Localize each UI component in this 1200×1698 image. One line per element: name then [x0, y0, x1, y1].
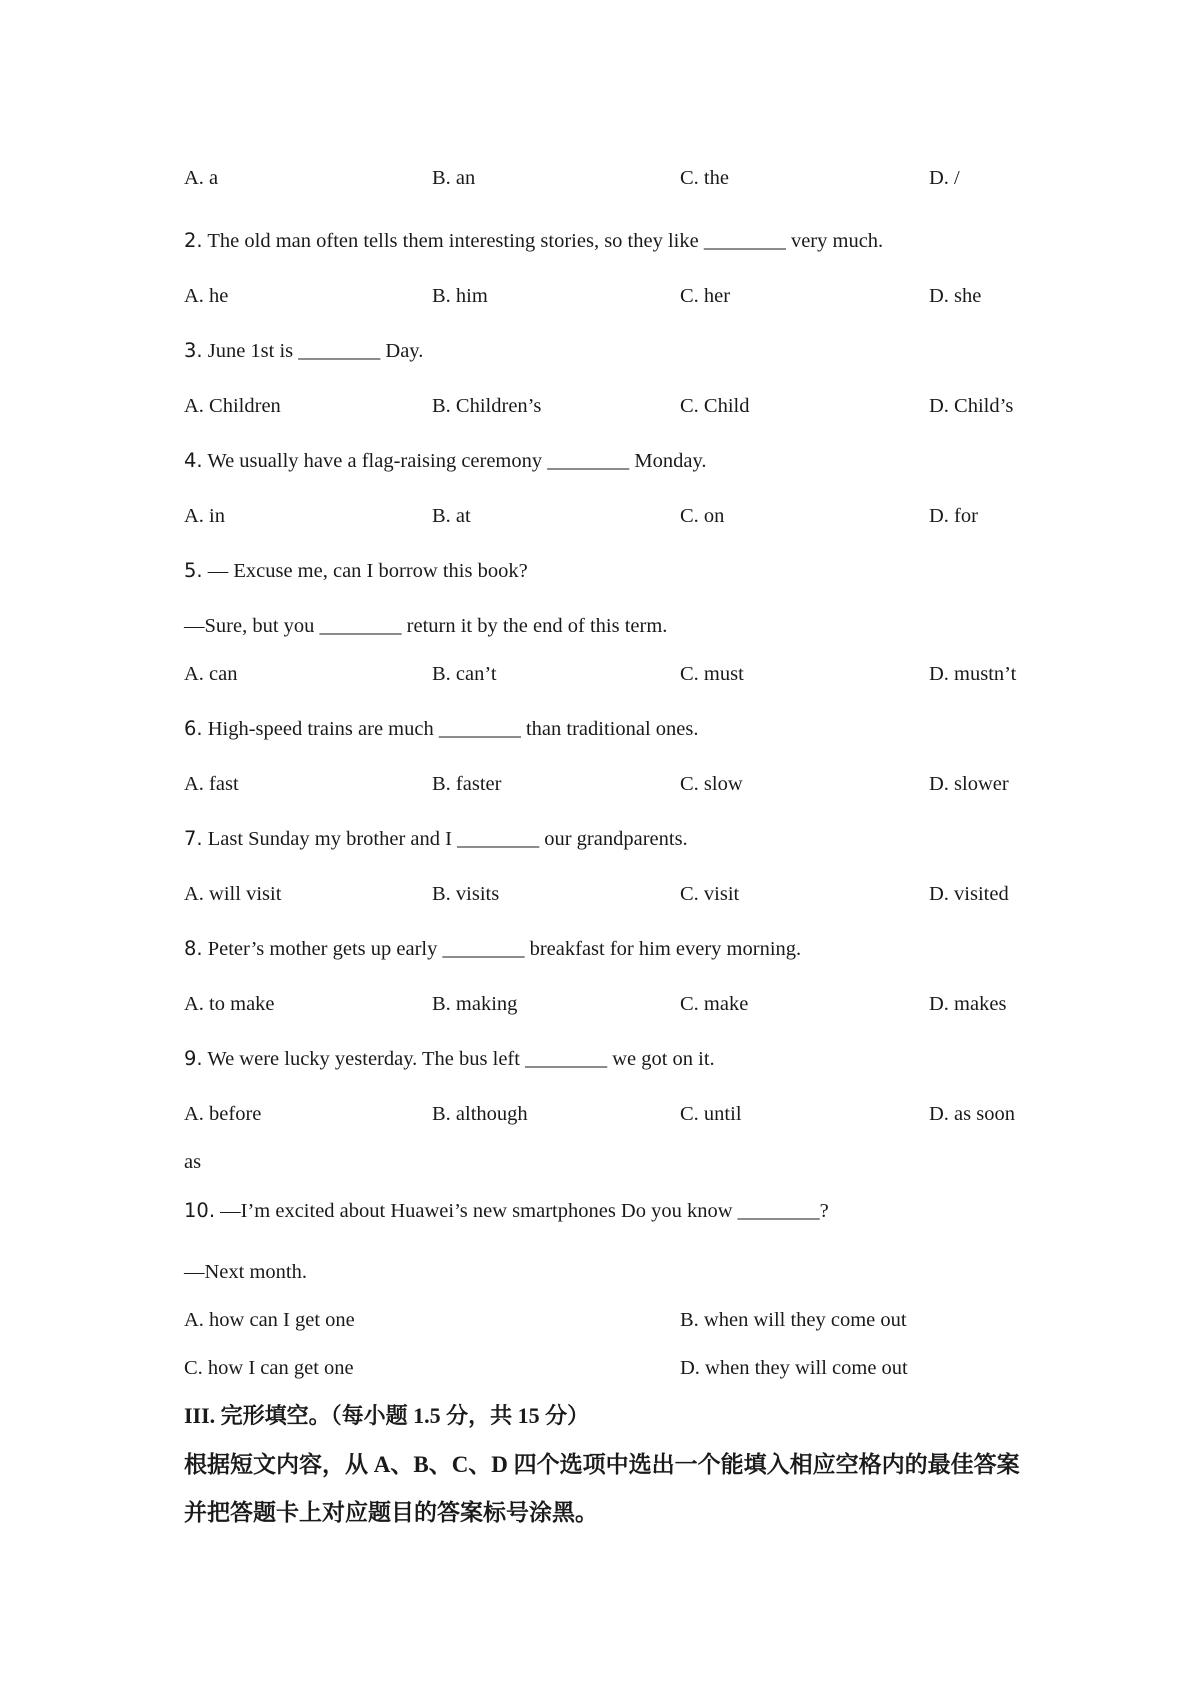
q1-option-a: A. a — [184, 167, 219, 189]
q5-text: — Excuse me, can I borrow this book? — [207, 560, 528, 582]
q5-option-d: D. mustn’t — [929, 663, 1017, 685]
q10-option-b: B. when will they come out — [680, 1309, 907, 1331]
q6-option-a: A. fast — [184, 773, 239, 795]
q3-number: 3. — [184, 339, 203, 362]
q1-option-b: B. an — [432, 167, 476, 189]
q6-number: 6. — [184, 717, 203, 740]
q9-text: We were lucky yesterday. The bus left ________ we got on it. — [207, 1048, 715, 1070]
q6-stem — [184, 715, 698, 743]
q6-option-c: C. slow — [680, 773, 743, 795]
q10-option-a: A. how can I get one — [184, 1309, 355, 1331]
q9-option-b: B. although — [432, 1103, 528, 1125]
q8-option-b: B. making — [432, 993, 518, 1015]
q1-option-c: C. the — [680, 167, 729, 189]
q7-option-b: B. visits — [432, 883, 500, 905]
q5-number: 5. — [184, 559, 203, 582]
q9-option-d-wrap: as — [184, 1151, 202, 1173]
q7-number: 7. — [184, 827, 203, 850]
q3-stem — [184, 337, 423, 365]
q2-stem — [184, 227, 883, 255]
q2-option-b: B. him — [432, 285, 488, 307]
q6-option-b: B. faster — [432, 773, 502, 795]
q6-text: High-speed trains are much ________ than traditional ones. — [207, 718, 699, 740]
q3-option-c: C. Child — [680, 395, 750, 417]
q4-option-a: A. in — [184, 505, 225, 527]
q9-option-a: A. before — [184, 1103, 262, 1125]
q10-option-c: C. how I can get one — [184, 1357, 354, 1379]
q4-text: We usually have a flag-raising ceremony ________ Monday. — [207, 450, 707, 472]
q10-option-d: D. when they will come out — [680, 1357, 908, 1379]
q9-option-c: C. until — [680, 1103, 742, 1125]
q5-option-a: A. can — [184, 663, 238, 685]
q4-stem — [184, 447, 707, 475]
q7-option-d: D. visited — [929, 883, 1009, 905]
q4-option-b: B. at — [432, 505, 471, 527]
q8-text: Peter’s mother gets up early ________ breakfast for him every morning. — [207, 938, 802, 960]
q2-option-d: D. she — [929, 285, 982, 307]
q8-number: 8. — [184, 937, 203, 960]
q2-number: 2. — [184, 229, 203, 252]
q5-option-c: C. must — [680, 663, 744, 685]
q8-option-c: C. make — [680, 993, 749, 1015]
q4-number: 4. — [184, 449, 203, 472]
q4-option-c: C. on — [680, 505, 725, 527]
q7-option-a: A. will visit — [184, 883, 282, 905]
section-instruction: 根据短文内容，从 A、B、C、D 四个选项中选出一个能填入相应空格内的最佳答案并把答题卡上对应题目的答案标号涂黑。 — [184, 1452, 1020, 1525]
q10-stem — [184, 1197, 829, 1225]
q3-option-d: D. Child’s — [929, 395, 1014, 417]
q8-option-d: D. makes — [929, 993, 1007, 1015]
q7-option-c: C. visit — [680, 883, 740, 905]
q10-reply: —Next month. — [184, 1261, 307, 1283]
q7-stem — [184, 825, 688, 853]
q9-number: 9. — [184, 1047, 203, 1070]
q10-number: 10. — [184, 1199, 216, 1222]
q1-option-d: D. / — [929, 167, 960, 189]
q10-text: —I’m excited about Huawei’s new smartphones Do you know ________? — [220, 1200, 829, 1222]
q3-option-a: A. Children — [184, 395, 281, 417]
q2-text: The old man often tells them interesting stories, so they like ________ very much. — [207, 230, 884, 252]
q3-text: June 1st is ________ Day. — [207, 340, 424, 362]
q9-option-d: D. as soon — [929, 1103, 1015, 1125]
q3-option-b: B. Children’s — [432, 395, 542, 417]
q5-reply: —Sure, but you ________ return it by the end of this term. — [184, 615, 668, 637]
q9-stem — [184, 1045, 715, 1073]
q4-option-d: D. for — [929, 505, 978, 527]
q5-stem — [184, 557, 528, 585]
q8-option-a: A. to make — [184, 993, 275, 1015]
q5-option-b: B. can’t — [432, 663, 497, 685]
q6-option-d: D. slower — [929, 773, 1009, 795]
section-heading: III. 完形填空。（每小题 1.5 分，共 15 分） — [184, 1403, 590, 1428]
q2-option-c: C. her — [680, 285, 731, 307]
q8-stem — [184, 935, 801, 963]
q7-text: Last Sunday my brother and I ________ our grandparents. — [207, 828, 688, 850]
q2-option-a: A. he — [184, 285, 229, 307]
